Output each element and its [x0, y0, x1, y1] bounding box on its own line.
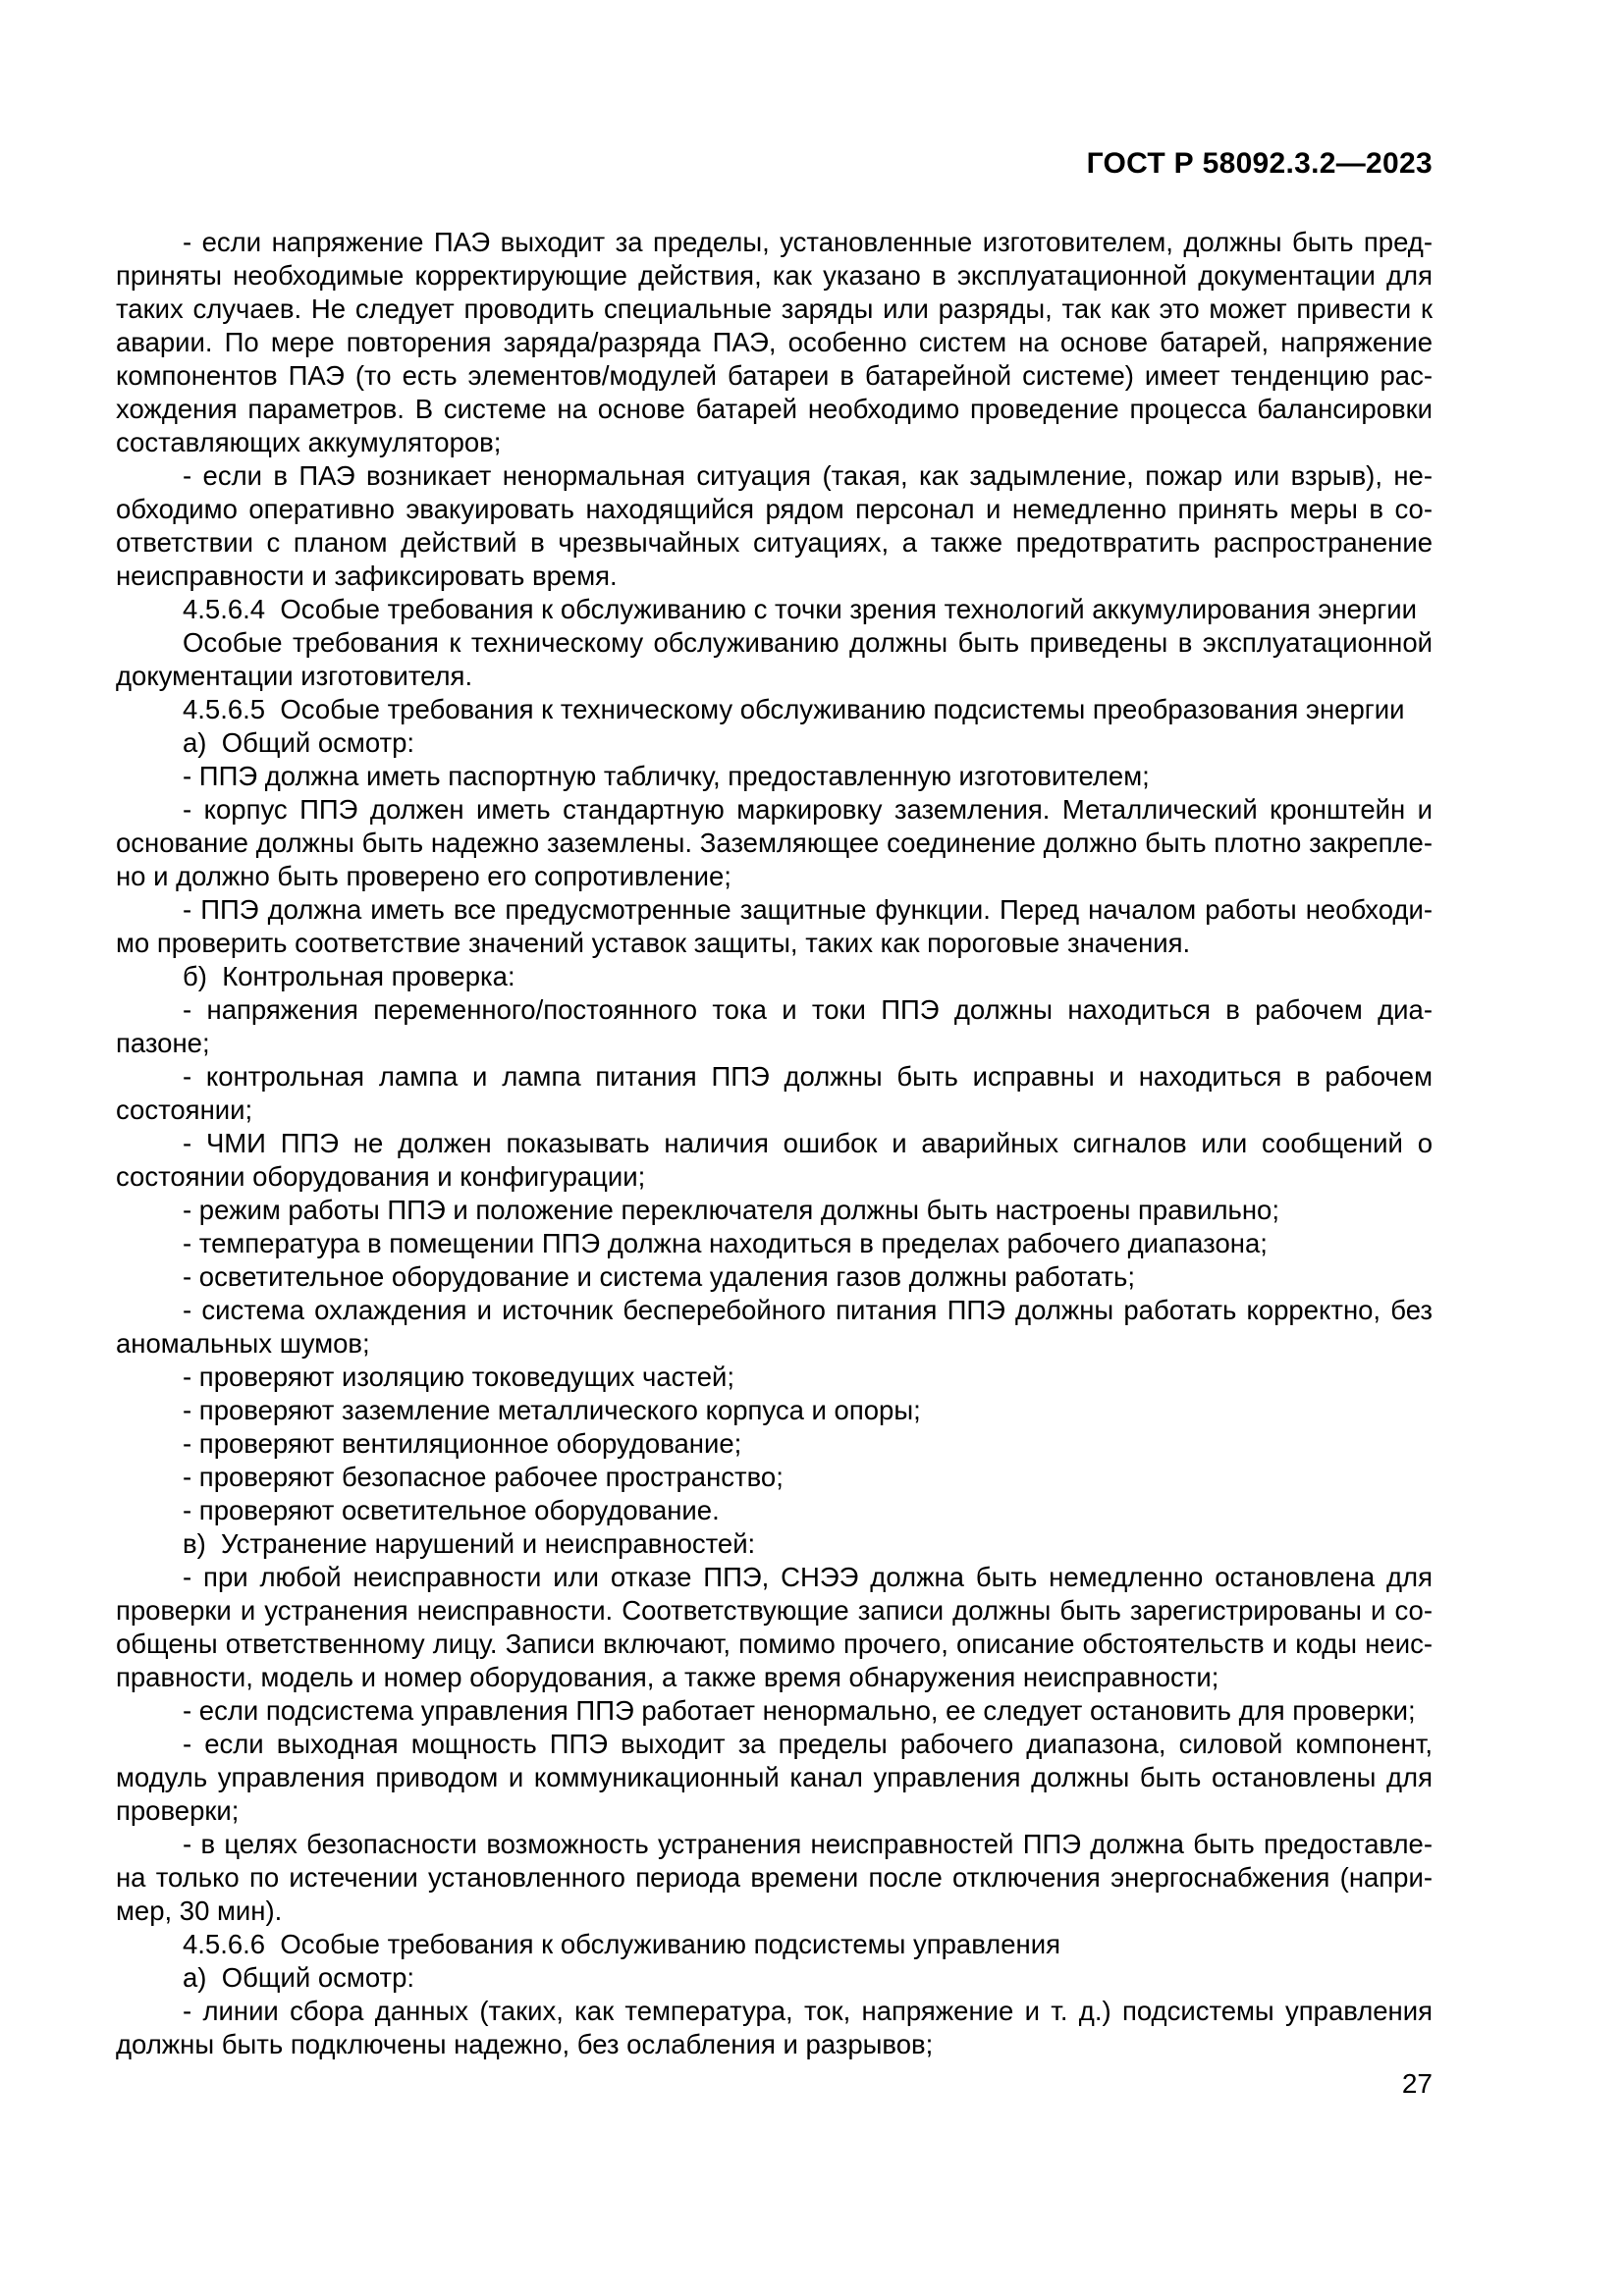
paragraph	[116, 1961, 1433, 1995]
text-line: - ППЭ должна иметь паспортную табличку, предоставленную изготовителем;	[183, 761, 1150, 791]
text-line: составляющих аккумуляторов;	[116, 427, 502, 457]
text-line: - температура в помещении ППЭ должна находиться в пределах рабочего диапазона;	[183, 1228, 1268, 1258]
page-header	[116, 147, 1433, 181]
text-line: - проверяют безопасное рабочее пространство;	[183, 1462, 784, 1492]
text-line: в) Устранение нарушений и неисправностей:	[183, 1528, 756, 1559]
text-line: аномальных шумов;	[116, 1328, 370, 1359]
text-line: - проверяют вентиляционное оборудование;	[183, 1428, 742, 1459]
paragraph	[116, 760, 1433, 793]
text-line: - контрольная лампа и лампа питания ППЭ должны быть исправны и находиться в рабочем	[183, 1061, 1433, 1092]
text-line: модуль управления приводом и коммуникационный канал управления должны быть остановлены для	[116, 1762, 1433, 1792]
paragraph	[116, 459, 1433, 593]
text-line: таких случаев. Не следует проводить специальные заряды или разряды, так как это может привести к	[116, 294, 1433, 324]
text-line: ответствии с планом действий в чрезвычайных ситуациях, а также предотвратить распространение	[116, 527, 1433, 558]
text-line: а) Общий осмотр:	[183, 727, 415, 758]
text-line: - если напряжение ПАЭ выходит за пределы, установленные изготовителем, должны быть пред-	[183, 227, 1433, 257]
text-line: проверки и устранения неисправности. Соответствующие записи должны быть зарегистрированы и со-	[116, 1595, 1433, 1626]
text-line: - если выходная мощность ППЭ выходит за пределы рабочего диапазона, силовой компонент,	[183, 1729, 1433, 1759]
text-line: общены ответственному лицу. Записи включают, помимо прочего, описание обстоятельств и коды неис-	[116, 1629, 1433, 1659]
text-line: - в целях безопасности возможность устранения неисправностей ППЭ должна быть предоставле-	[183, 1829, 1433, 1859]
text-line: хождения параметров. В системе на основе батарей необходимо проведение процесса балансировки	[116, 394, 1433, 424]
text-line: - режим работы ППЭ и положение переключателя должны быть настроены правильно;	[183, 1195, 1279, 1225]
paragraph	[116, 593, 1433, 626]
text-line: б) Контрольная проверка:	[183, 961, 515, 991]
paragraph	[116, 693, 1433, 726]
text-line: - осветительное оборудование и система удаления газов должны работать;	[183, 1261, 1135, 1292]
page-footer	[116, 2067, 1433, 2101]
paragraph	[116, 226, 1433, 459]
paragraph	[116, 726, 1433, 760]
text-line: компонентов ПАЭ (то есть элементов/модулей батареи в батарейной системе) имеет тенденцию рас-	[116, 360, 1433, 391]
text-line: 4.5.6.4 Особые требования к обслуживанию с точки зрения технологий аккумулирования энергии	[183, 594, 1417, 624]
text-line: основание должны быть надежно заземлены. Заземляющее соединение должно быть плотно закрепле-	[116, 828, 1433, 858]
text-line: - проверяют изоляцию токоведущих частей;	[183, 1362, 735, 1392]
text-line: приняты необходимые корректирующие действия, как указано в эксплуатационной документации для	[116, 260, 1433, 291]
paragraph	[116, 1194, 1433, 1227]
text-line: документации изготовителя.	[116, 661, 473, 691]
paragraph	[116, 1694, 1433, 1728]
paragraph	[116, 1561, 1433, 1694]
paragraph	[116, 1527, 1433, 1561]
paragraph	[116, 1427, 1433, 1461]
paragraph	[116, 626, 1433, 693]
paragraph	[116, 1461, 1433, 1494]
text-line: - напряжения переменного/постоянного тока и токи ППЭ должны находиться в рабочем диа-	[183, 994, 1433, 1025]
text-line: - ППЭ должна иметь все предусмотренные защитные функции. Перед началом работы необходи-	[183, 894, 1433, 925]
text-line: - при любой неисправности или отказе ППЭ, СНЭЭ должна быть немедленно остановлена для	[183, 1562, 1433, 1592]
text-line: - проверяют осветительное оборудование.	[183, 1495, 720, 1525]
paragraph	[116, 1394, 1433, 1427]
paragraph	[116, 1494, 1433, 1527]
text-line: мо проверить соответствие значений уставок защиты, таких как пороговые значения.	[116, 928, 1191, 958]
text-line: пазоне;	[116, 1028, 210, 1058]
text-line: мер, 30 мин).	[116, 1896, 283, 1926]
paragraph	[116, 1060, 1433, 1127]
text-line: аварии. По мере повторения заряда/разряда ПАЭ, особенно систем на основе батарей, напряжение	[116, 327, 1433, 357]
paragraph	[116, 1728, 1433, 1828]
page-number: 27	[1401, 2068, 1433, 2099]
text-line: - линии сбора данных (таких, как температура, ток, напряжение и т. д.) подсистемы управления	[183, 1996, 1433, 2026]
paragraph	[116, 1928, 1433, 1961]
text-line: правности, модель и номер оборудования, а также время обнаружения неисправности;	[116, 1662, 1219, 1692]
paragraph	[116, 993, 1433, 1060]
paragraph	[116, 893, 1433, 960]
text-line: - если в ПАЭ возникает ненормальная ситуация (такая, как задымление, пожар или взрыв), не-	[183, 460, 1433, 491]
text-line: 4.5.6.6 Особые требования к обслуживанию подсистемы управления	[183, 1929, 1060, 1959]
text-line: 4.5.6.5 Особые требования к техническому обслуживанию подсистемы преобразования энергии	[183, 694, 1405, 724]
text-line: но и должно быть проверено его сопротивление;	[116, 861, 731, 891]
document-body	[116, 226, 1433, 2061]
paragraph	[116, 1127, 1433, 1194]
text-line: - если подсистема управления ППЭ работает ненормально, ее следует остановить для проверки;	[183, 1695, 1416, 1726]
paragraph	[116, 1361, 1433, 1394]
text-line: - проверяют заземление металлического корпуса и опоры;	[183, 1395, 921, 1425]
paragraph	[116, 1995, 1433, 2061]
text-line: - ЧМИ ППЭ не должен показывать наличия ошибок и аварийных сигналов или сообщений о	[183, 1128, 1433, 1158]
text-line: - система охлаждения и источник бесперебойного питания ППЭ должны работать корректно, без	[183, 1295, 1433, 1325]
text-line: проверки;	[116, 1795, 240, 1826]
paragraph	[116, 1260, 1433, 1294]
paragraph	[116, 1294, 1433, 1361]
text-line: а) Общий осмотр:	[183, 1962, 415, 1993]
text-line: - корпус ППЭ должен иметь стандартную маркировку заземления. Металлический кронштейн и	[183, 794, 1433, 825]
text-line: состоянии;	[116, 1095, 253, 1125]
standard-designation: ГОСТ Р 58092.3.2—2023	[1086, 147, 1433, 180]
text-line: обходимо оперативно эвакуировать находящийся рядом персонал и немедленно принять меры в со-	[116, 494, 1433, 524]
text-line: должны быть подключены надежно, без ослабления и разрывов;	[116, 2029, 934, 2059]
text-line: на только по истечении установленного периода времени после отключения энергоснабжения (напри-	[116, 1862, 1433, 1893]
text-line: состоянии оборудования и конфигурации;	[116, 1161, 646, 1192]
paragraph	[116, 960, 1433, 993]
paragraph	[116, 1828, 1433, 1928]
text-line: Особые требования к техническому обслуживанию должны быть приведены в эксплуатационной	[183, 627, 1433, 658]
paragraph	[116, 1227, 1433, 1260]
paragraph	[116, 793, 1433, 893]
text-line: неисправности и зафиксировать время.	[116, 561, 618, 591]
